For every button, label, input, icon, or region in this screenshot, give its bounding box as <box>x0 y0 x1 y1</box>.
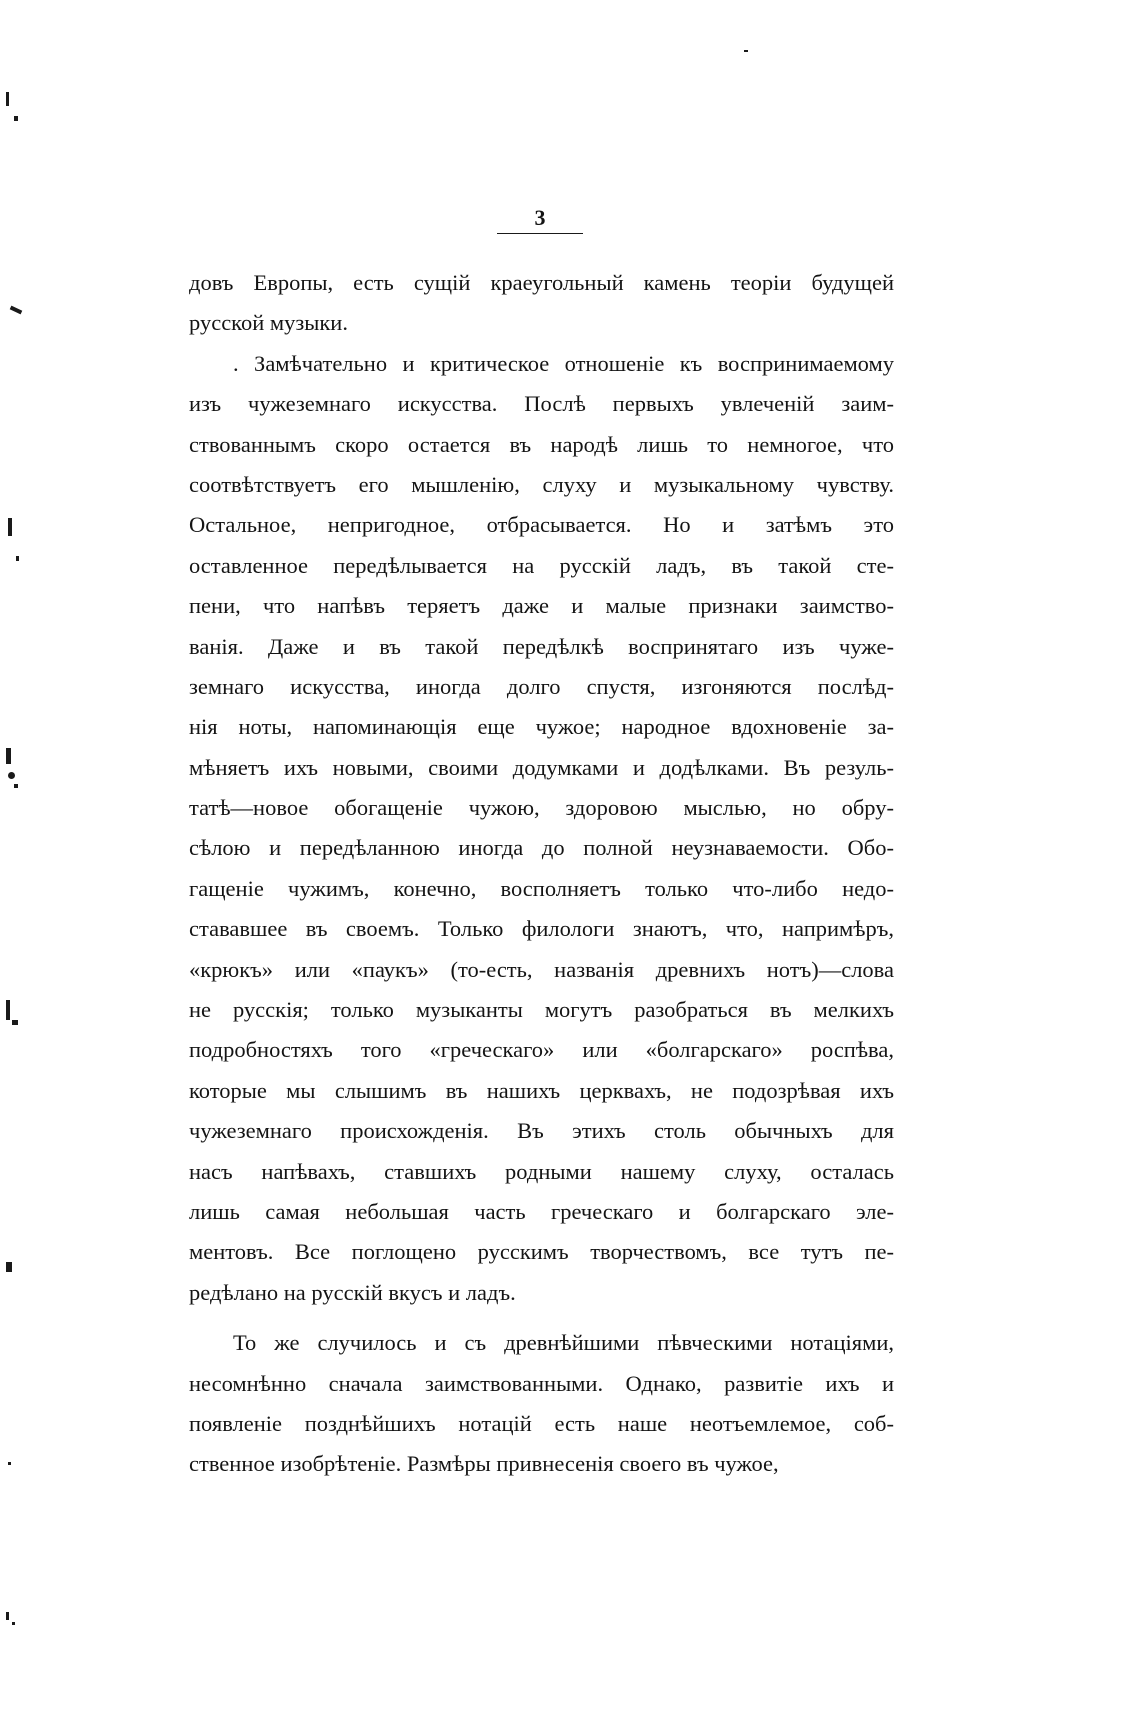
text-line: русской музыки. <box>189 310 348 336</box>
text-line: ванія. Даже и въ такой передѣлкѣ воспринятаго изъ чуже- <box>189 633 894 659</box>
text-line: стававшее въ своемъ. Только филологи знаютъ, что, напримѣръ, <box>189 916 894 942</box>
text-line: пени, что напѣвъ теряетъ даже и малые признаки заимство- <box>189 593 894 619</box>
scan-mark <box>14 784 18 788</box>
paragraph <box>189 344 894 1313</box>
scan-mark <box>10 306 23 315</box>
paragraph <box>189 263 894 344</box>
text-line: «крюкъ» или «паукъ» (то-есть, названія древнихъ нотъ)—слова <box>189 956 894 982</box>
scan-mark <box>12 1622 15 1625</box>
page-number-rule <box>497 233 583 234</box>
text-line: соотвѣтствуетъ его мышленію, слуху и музыкальному чувству. <box>189 471 894 497</box>
text-line: несомнѣнно сначала заимствованными. Однако, развитіе ихъ и <box>189 1370 894 1396</box>
text-line: То же случилось и съ древнѣйшими пѣвческими нотаціями, <box>233 1330 894 1356</box>
scan-mark <box>16 556 19 561</box>
scan-mark <box>8 1462 11 1465</box>
text-line: чужеземнаго происхожденія. Въ этихъ столь обычныхъ для <box>189 1118 894 1144</box>
scan-mark <box>6 92 9 106</box>
scan-mark <box>6 1612 9 1620</box>
text-line: мѣняетъ ихъ новыми, своими додумками и додѣлками. Въ резуль- <box>189 754 894 780</box>
text-line: которые мы слышимъ въ нашихъ церквахъ, не подозрѣвая ихъ <box>189 1077 894 1103</box>
text-line: ментовъ. Все поглощено русскимъ творчествомъ, все тутъ пе- <box>189 1239 894 1265</box>
text-line: ственное изобрѣтеніе. Размѣры привнесенія своего въ чужое, <box>189 1451 779 1477</box>
scan-mark <box>6 1262 12 1272</box>
text-line: изъ чужеземнаго искусства. Послѣ первыхъ увлеченій заим- <box>189 391 894 417</box>
text-line: подробностяхъ того «греческаго» или «болгарскаго» роспѣва, <box>189 1037 894 1063</box>
text-line: лишь самая небольшая часть греческаго и болгарскаго эле- <box>189 1198 894 1224</box>
scan-mark <box>12 1020 18 1025</box>
text-line: . Замѣчательно и критическое отношеніе къ воспринимаемому <box>233 350 894 376</box>
page-number: 3 <box>534 205 546 230</box>
text-line: оставленное передѣлывается на русскій ладъ, въ такой сте- <box>189 552 894 578</box>
text-line: нія ноты, напоминающія еще чужое; народное вдохновеніе за- <box>189 714 894 740</box>
scan-mark <box>14 116 18 121</box>
scan-mark <box>6 1000 10 1020</box>
text-line: не русскія; только музыканты могутъ разобраться въ мелкихъ <box>189 997 894 1023</box>
text-line: ствованнымъ скоро остается въ народѣ лишь то немногое, что <box>189 431 894 457</box>
text-line: земнаго искусства, иногда долго спустя, изгоняются послѣд- <box>189 673 894 699</box>
text-line: довъ Европы, есть сущій краеугольный камень теоріи будущей <box>189 270 894 295</box>
text-line: сѣлою и передѣланною иногда до полной неузнаваемости. Обо- <box>189 835 894 861</box>
page-number-header <box>497 205 583 234</box>
text-line: Остальное, непригодное, отбрасывается. Но и затѣмъ это <box>189 512 894 538</box>
scan-mark <box>6 748 11 764</box>
text-line: татѣ—новое обогащеніе чужою, здоровою мыслью, но обру- <box>189 795 894 821</box>
paragraph <box>189 1323 894 1485</box>
text-line: редѣлано на русскій вкусъ и ладъ. <box>189 1279 516 1305</box>
scan-mark <box>8 772 15 779</box>
text-line: гащеніе чужимъ, конечно, восполняетъ только что-либо недо- <box>189 875 894 901</box>
text-line: насъ напѣвахъ, ставшихъ родными нашему слуху, осталась <box>189 1158 894 1184</box>
body-text <box>189 263 894 1485</box>
scan-mark <box>744 50 748 52</box>
paragraph-gap <box>189 1313 894 1323</box>
scan-mark <box>8 518 12 536</box>
text-line: появленіе позднѣйшихъ нотацій есть наше неотъемлемое, соб- <box>189 1410 894 1436</box>
